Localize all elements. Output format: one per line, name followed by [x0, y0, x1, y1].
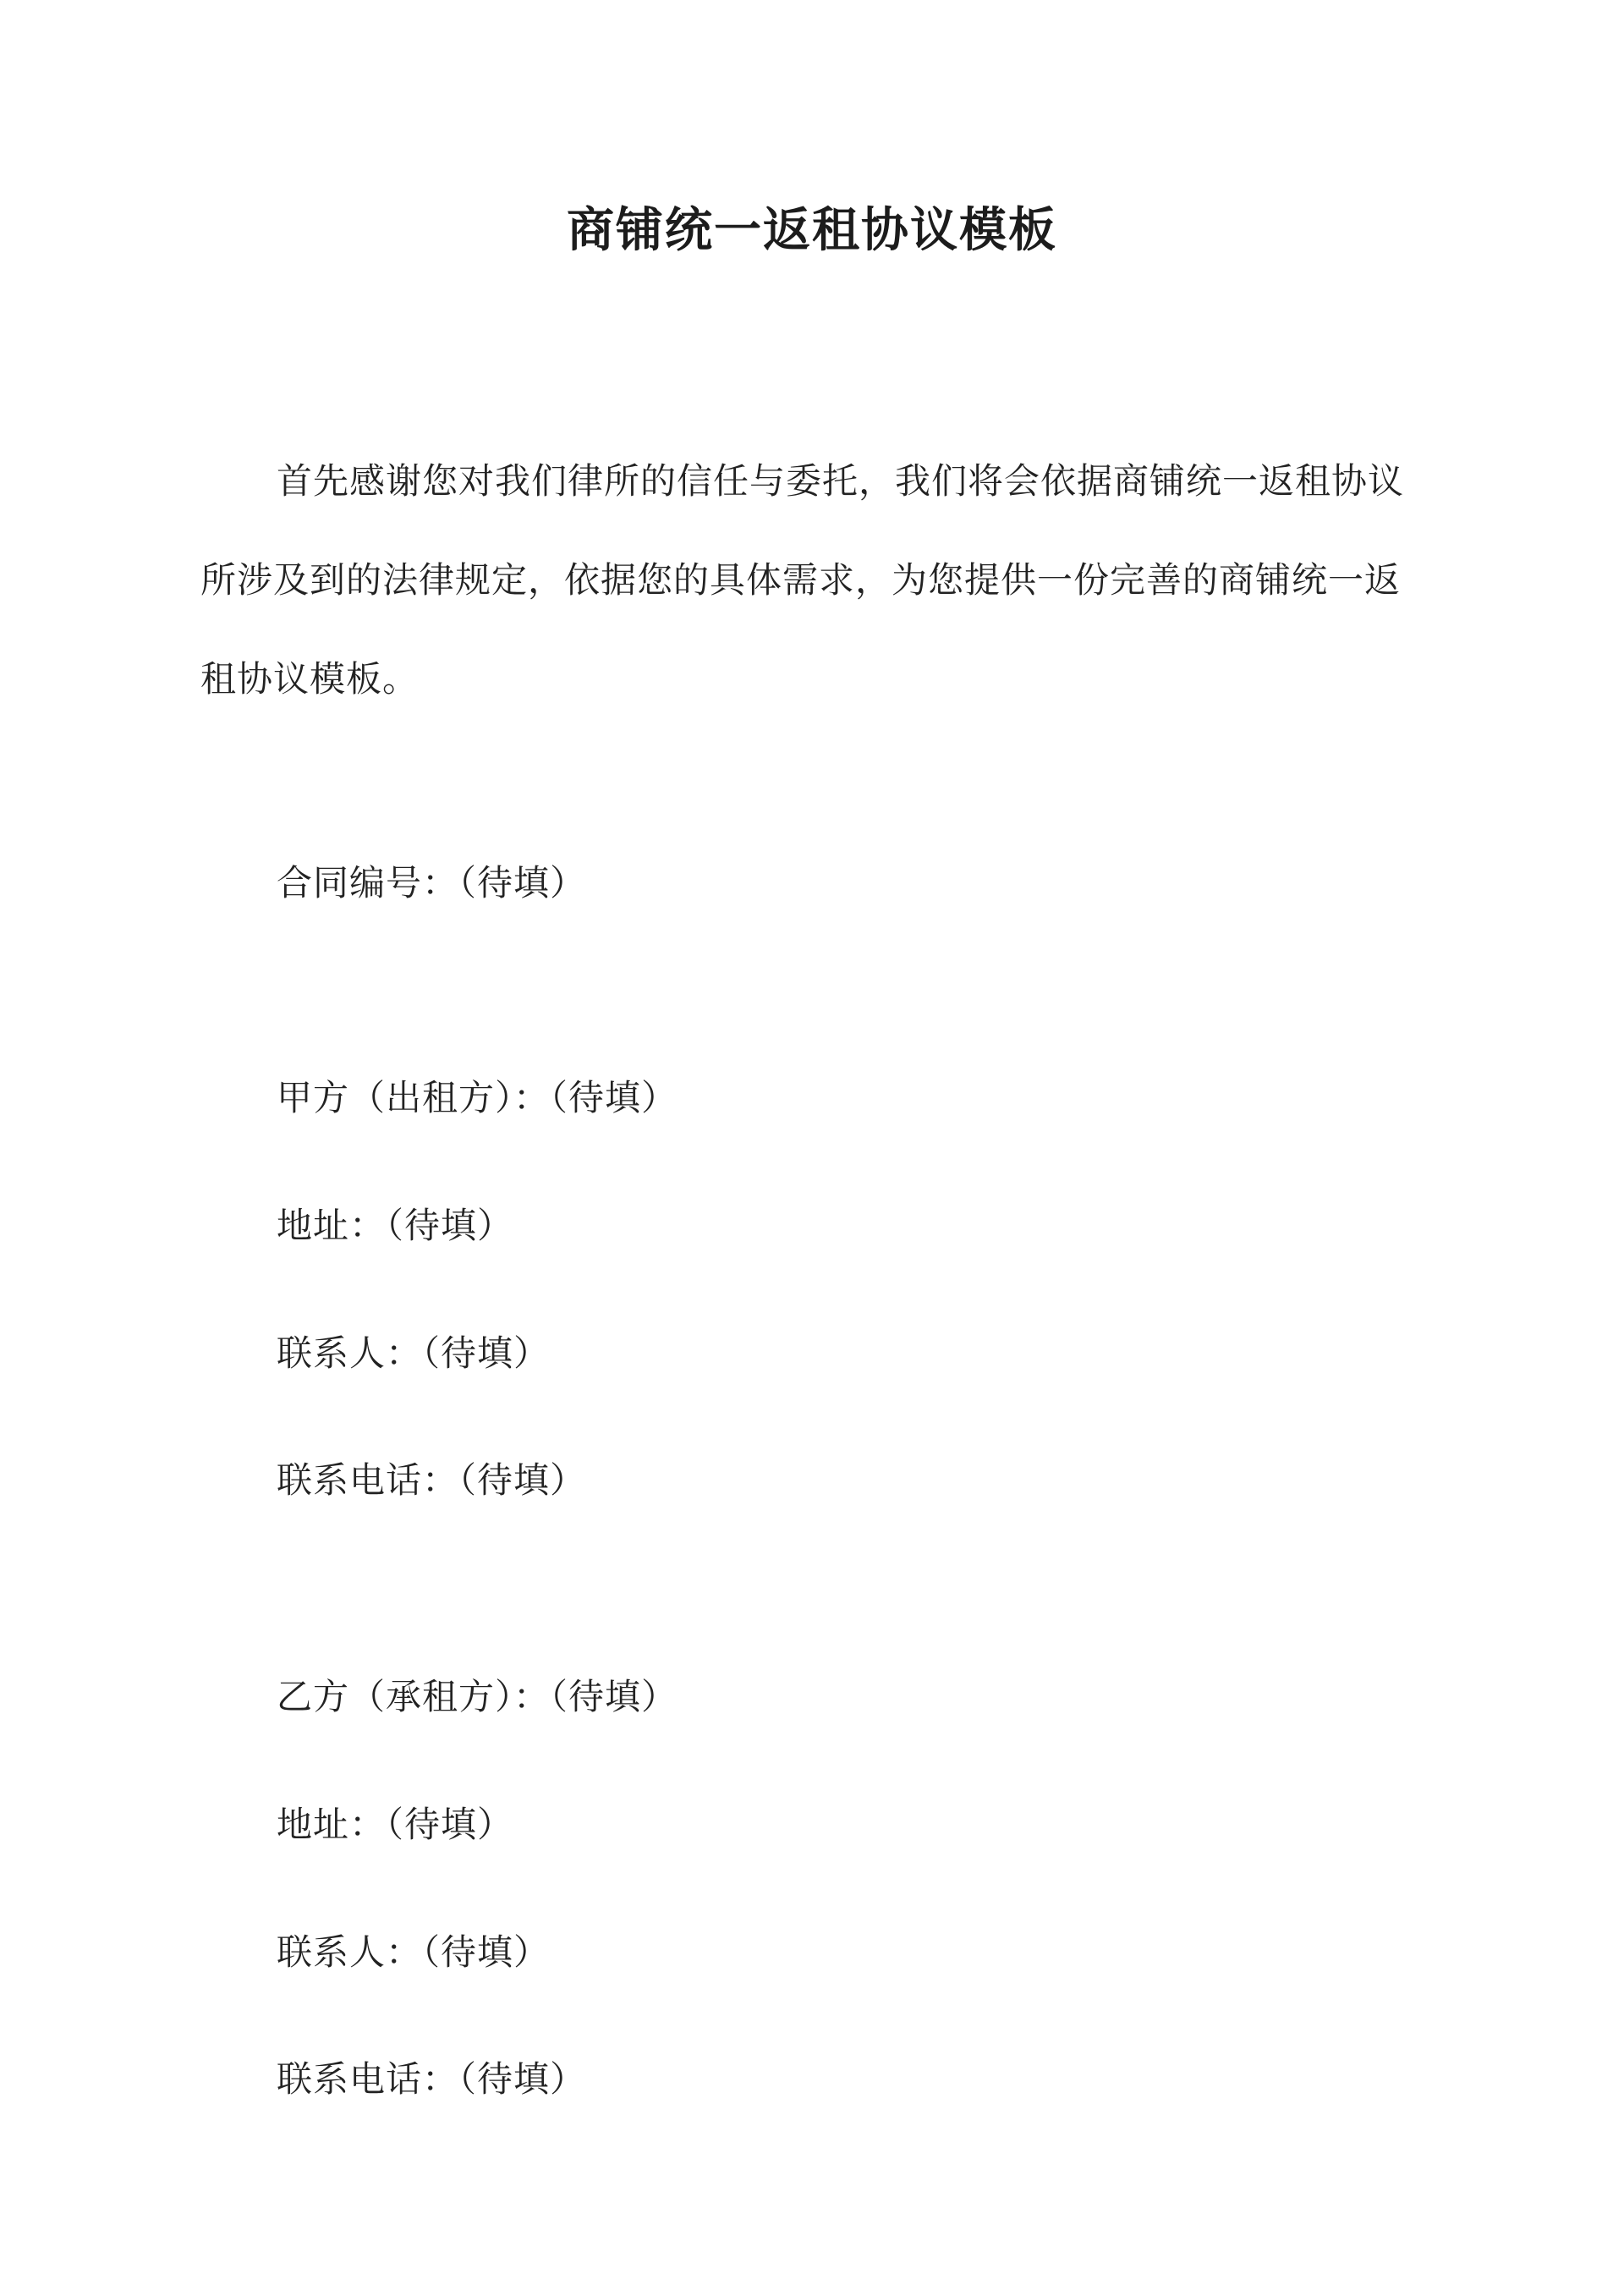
party-a-phone-line: 联系电话：（待填）: [277, 1459, 587, 1501]
party-a-contact-line: 联系人：（待填）: [277, 1332, 551, 1374]
party-a-name-line: 甲方（出租方）：（待填）: [277, 1077, 678, 1118]
party-b-contact-line: 联系人：（待填）: [277, 1931, 551, 1973]
party-b-phone-line: 联系电话：（待填）: [277, 2058, 587, 2100]
document-title: 商铺统一返租协议模板: [567, 202, 1057, 258]
party-b-name-line: 乙方（承租方）：（待填）: [277, 1676, 678, 1717]
intro-paragraph: 首先感谢您对我们律所的信任与委托，我们将会依据商铺统一返租协议所涉及到的法律规定，依据您的具体需求，为您提供一份完善的商铺统一返租协议模板。: [200, 460, 1405, 700]
contract-number-line: 合同编号：（待填）: [277, 862, 587, 904]
party-a-address-line: 地址：（待填）: [277, 1205, 514, 1246]
party-b-address-line: 地址：（待填）: [277, 1804, 514, 1845]
